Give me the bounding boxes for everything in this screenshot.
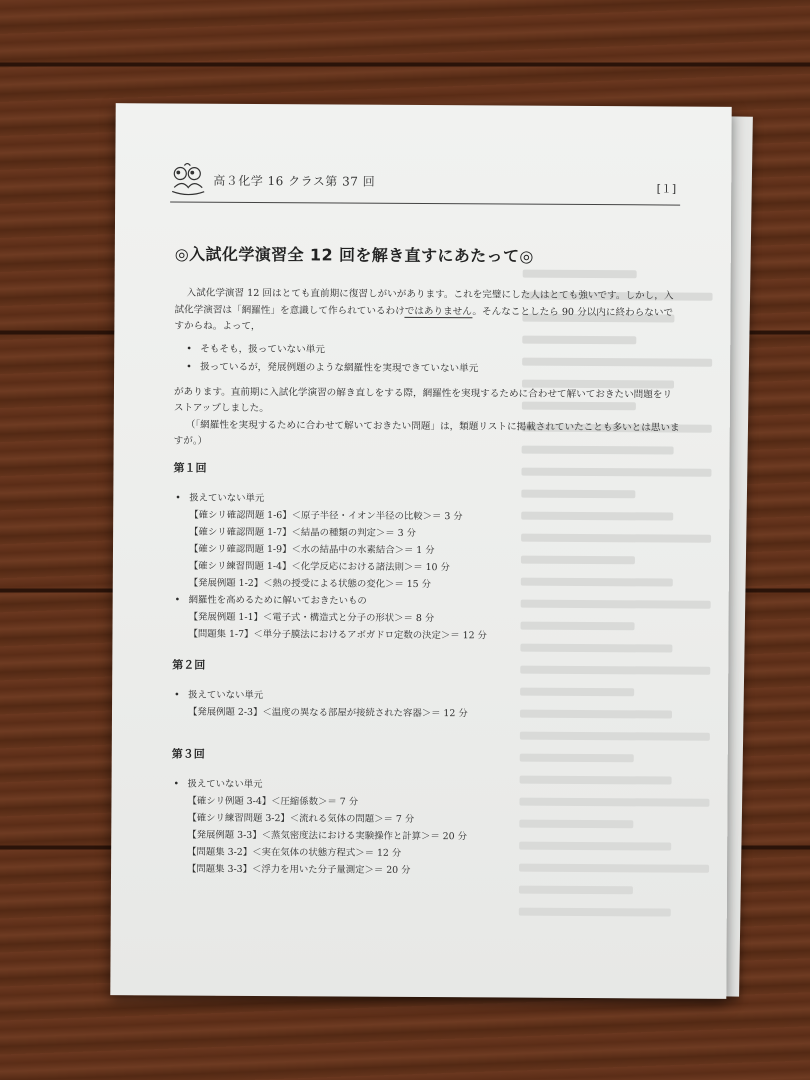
list-item: 【発展例題 3-3】＜蒸気密度法における実験操作と計算＞＝ 20 分 — [187, 829, 468, 843]
page-number: [１] — [656, 182, 677, 196]
section-3-list — [171, 775, 672, 880]
list-item: • そもそも，扱っていない単元 — [186, 341, 680, 361]
header-title: 高３化学 16 クラス第 37 回 — [213, 173, 376, 189]
list-item: 【確シリ練習問題 1-4】＜化学反応における諸法則＞＝ 10 分 — [188, 560, 450, 574]
group-label: • 扱えていない単元 — [172, 775, 672, 795]
list-item: 【確シリ確認問題 1-9】＜水の結晶中の水素結合＞＝ 1 分 — [188, 543, 435, 557]
section-title-1: 第１回 — [173, 461, 207, 475]
group-label: • 扱えていない単元 — [172, 686, 672, 706]
intro-bullet-list — [186, 341, 680, 379]
intro-text — [174, 285, 681, 453]
section-title-2: 第２回 — [172, 658, 206, 672]
list-item: 【問題集 3-2】＜実在気体の状態方程式＞＝ 12 分 — [187, 846, 402, 859]
group-label: • 扱えていない単元 — [173, 489, 673, 509]
list-item: 【発展例題 1-1】＜電子式・構造式と分子の形状＞＝ 8 分 — [188, 611, 435, 625]
underlined-text: ではありません — [404, 305, 473, 317]
document-page — [110, 103, 731, 999]
list-item: 【確シリ練習問題 3-2】＜流れる気体の問題＞＝ 7 分 — [187, 812, 415, 825]
list-item: 【確シリ確認問題 1-6】＜原子半径・イオン半径の比較＞＝ 3 分 — [189, 509, 463, 523]
list-item: 【発展例題 1-2】＜熱の授受による状態の変化＞＝ 15 分 — [188, 577, 432, 591]
list-item: 【確シリ確認問題 1-7】＜結晶の種類の判定＞＝ 3 分 — [189, 526, 417, 539]
list-item: 【問題集 1-7】＜単分子膜法におけるアボガドロ定数の決定＞＝ 12 分 — [188, 628, 488, 642]
list-item: 【問題集 3-3】＜浮力を用いた分子量測定＞＝ 20 分 — [187, 863, 411, 876]
mascot-logo-icon — [170, 161, 206, 195]
list-item: 【確シリ例題 3-4】＜圧縮係数＞＝ 7 分 — [187, 795, 359, 808]
group-label: • 網羅性を高めるために解いておきたいもの — [173, 591, 673, 611]
section-title-3: 第３回 — [171, 747, 205, 761]
list-item: • 扱っているが，発展例題のような網羅性を実現できていない単元 — [186, 360, 680, 380]
intro-paragraph-1: 入試化学演習 12 回はとても直前期に復習しがいがあります。これを完璧にした人はとても強いです。しかし，入試化学演習は「網羅性」を意識して作られているわけではありません。そんなことしたら 90 分以内に終わらないですからね。よって， — [174, 287, 674, 333]
section-1-list — [172, 489, 673, 645]
page-header — [170, 155, 680, 205]
section-2-list — [172, 686, 672, 723]
intro-paragraph-3: （「網羅性を実現するために合わせて解いておきたい問題」は，類題リストに掲載されていたことも多いとは思いますが。） — [173, 419, 680, 447]
list-item: 【発展例題 2-3】＜温度の異なる部屋が接続された容器＞＝ 12 分 — [187, 706, 468, 720]
document-title: ◎入試化学演習全 12 回を解き直すにあたって◎ — [174, 244, 534, 266]
intro-paragraph-2: があります。直前期に入試化学演習の解き直しをする際，網羅性を実現するために合わせて解いておきたい問題をリストアップしました。 — [173, 385, 673, 415]
